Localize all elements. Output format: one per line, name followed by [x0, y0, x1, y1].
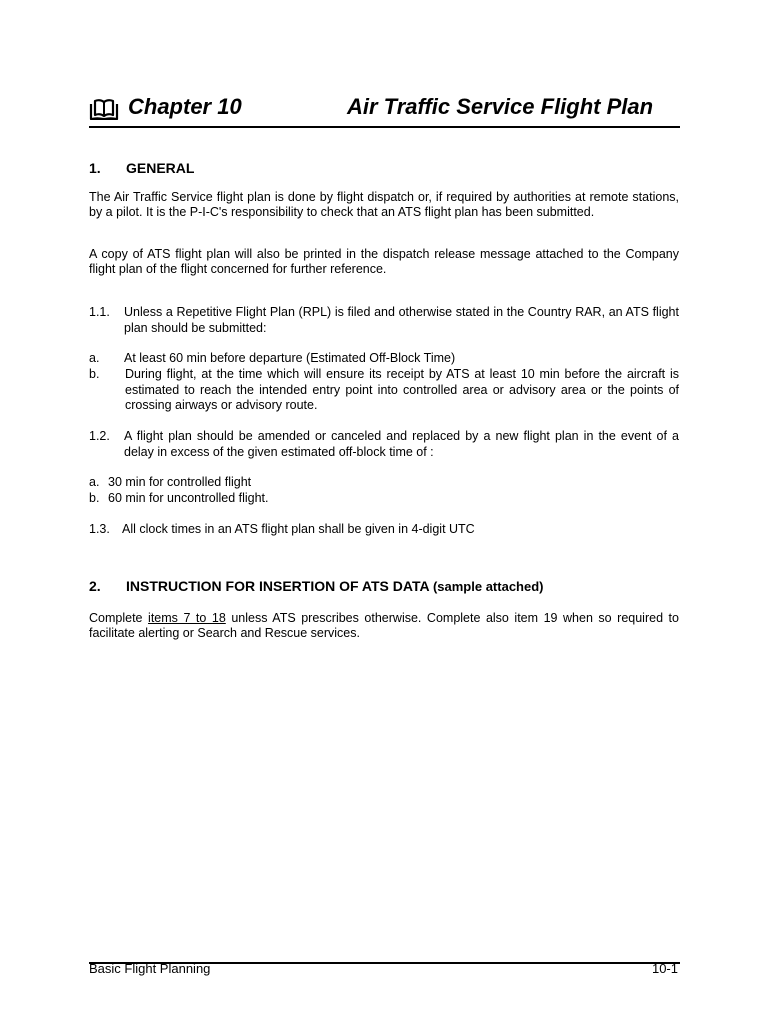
item-1-1-label: 1.1.	[89, 305, 110, 319]
section-2-paragraph	[89, 611, 679, 640]
item-1-2-text: A flight plan should be amended or canceled and replaced by a new flight plan in the event of a delay in excess of the given estimated off-block time of :	[124, 429, 679, 459]
section-2-paragraph-end: unless ATS prescribes otherwise. Complete also item 19 when so required to facilitate alerting or Search and Rescue services.	[89, 611, 679, 640]
item-1-2-a	[89, 475, 679, 491]
section-1-paragraph-2: A copy of ATS flight plan will also be printed in the dispatch release message attached to the Company flight plan of the flight concerned for further reference.	[89, 247, 679, 276]
section-2-title: INSTRUCTION FOR INSERTION OF ATS DATA	[126, 578, 430, 594]
section-1-title: GENERAL	[126, 160, 195, 176]
item-1-3	[89, 522, 679, 538]
item-1-2-a-text: 30 min for controlled flight	[108, 475, 252, 489]
section-2-number: 2.	[89, 578, 101, 594]
header-rule	[89, 126, 680, 128]
section-1-paragraph-1: The Air Traffic Service flight plan is done by flight dispatch or, if required by authorities at remote stations, by a pilot. It is the P-I-C's responsibility to check that an ATS flight plan has been submitted.	[89, 190, 679, 219]
item-1-3-label: 1.3.	[89, 522, 110, 536]
section-2-paragraph-start: Complete	[89, 611, 149, 625]
section-2-heading	[89, 578, 544, 594]
item-1-1-b	[89, 367, 679, 414]
item-1-3-text: All clock times in an ATS flight plan shall be given in 4-digit UTC	[122, 522, 475, 536]
item-1-2-b	[89, 491, 679, 507]
section-2-note: (sample attached)	[432, 579, 544, 594]
item-1-2-b-label: b.	[89, 491, 100, 505]
item-1-2-b-text: 60 min for uncontrolled flight.	[108, 491, 269, 505]
section-1-number: 1.	[89, 160, 101, 176]
item-1-1-a-text: At least 60 min before departure (Estimated Off-Block Time)	[124, 351, 456, 365]
item-1-2-a-label: a.	[89, 475, 100, 489]
chapter-number: Chapter 10	[128, 94, 242, 119]
open-book-icon	[89, 98, 119, 120]
item-1-2-label: 1.2.	[89, 429, 110, 443]
footer-page-number: 10-1	[651, 961, 678, 976]
chapter-title: Air Traffic Service Flight Plan	[347, 94, 654, 119]
item-1-1-text: Unless a Repetitive Flight Plan (RPL) is filed and otherwise stated in the Country RAR, an ATS flight plan should be submitted:	[124, 305, 679, 335]
item-1-1-a-label: a.	[89, 351, 100, 365]
item-1-1-b-label: b.	[89, 367, 100, 381]
item-1-1-b-text: During flight, at the time which will ensure its receipt by ATS at least 10 min before the aircraft is estimated to reach the intended entry point into controlled area or advisory area or the points of crossing airways or advisory route.	[125, 367, 679, 412]
item-1-1-a	[89, 351, 679, 367]
section-1-heading	[89, 160, 194, 176]
chapter-header	[89, 92, 679, 126]
items-reference: items 7 to 18	[148, 611, 226, 625]
item-1-2	[89, 429, 679, 460]
footer-document-name: Basic Flight Planning	[89, 961, 211, 976]
item-1-1	[89, 305, 679, 336]
